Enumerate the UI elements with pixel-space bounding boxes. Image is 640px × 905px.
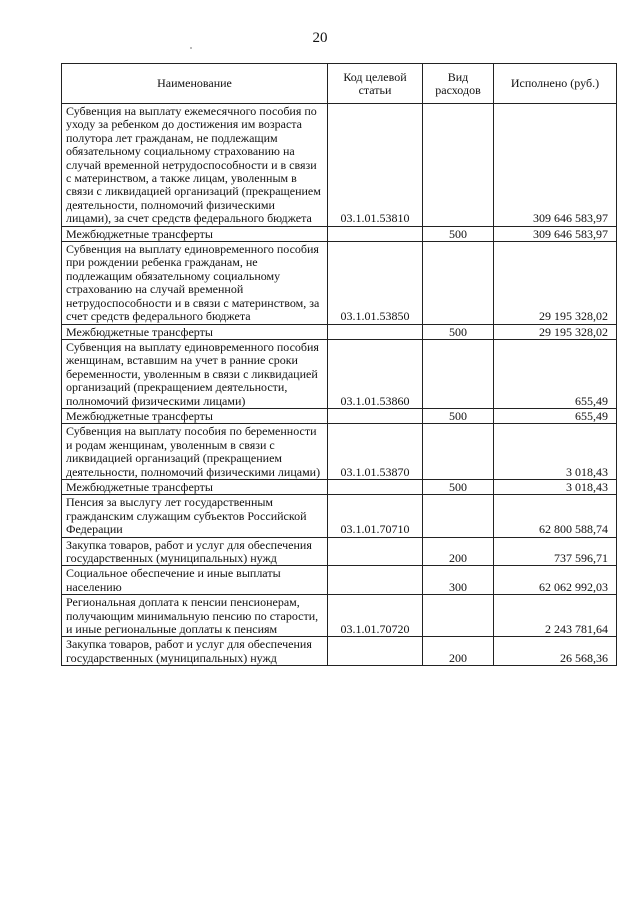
row-type <box>423 104 494 227</box>
table-row <box>62 242 617 324</box>
table-row <box>62 104 617 227</box>
row-code <box>328 566 423 595</box>
row-sum: 655,49 <box>494 339 617 408</box>
row-code: 03.1.01.70720 <box>328 595 423 637</box>
row-code: 03.1.01.70710 <box>328 495 423 537</box>
row-code: 03.1.01.53860 <box>328 339 423 408</box>
row-sum: 26 568,36 <box>494 637 617 666</box>
row-sum: 655,49 <box>494 408 617 423</box>
table-row <box>62 479 617 494</box>
row-name: Социальное обеспечение и иные выплаты населению <box>62 566 328 595</box>
row-type: 500 <box>423 408 494 423</box>
row-name: Субвенция на выплату единовременного пособия женщинам, вставшим на учет в ранние сроки беременности, уволенным в связи с ликвидацией организаций (прекращением деятельности, полномочий физическими лицами) <box>62 339 328 408</box>
row-sum: 737 596,71 <box>494 537 617 566</box>
row-type: 200 <box>423 537 494 566</box>
row-sum: 3 018,43 <box>494 479 617 494</box>
row-sum: 29 195 328,02 <box>494 242 617 324</box>
header-sum: Исполнено (руб.) <box>494 64 617 104</box>
row-sum: 2 243 781,64 <box>494 595 617 637</box>
row-name: Закупка товаров, работ и услуг для обеспечения государственных (муниципальных) нужд <box>62 637 328 666</box>
table-row <box>62 226 617 241</box>
budget-table <box>61 63 617 666</box>
row-name: Межбюджетные трансферты <box>62 479 328 494</box>
row-sum: 3 018,43 <box>494 424 617 480</box>
row-name: Межбюджетные трансферты <box>62 408 328 423</box>
row-sum: 29 195 328,02 <box>494 324 617 339</box>
table-row <box>62 495 617 537</box>
row-type: 500 <box>423 226 494 241</box>
scan-speck <box>190 47 192 49</box>
row-sum: 309 646 583,97 <box>494 104 617 227</box>
row-type: 300 <box>423 566 494 595</box>
row-type <box>423 495 494 537</box>
row-type <box>423 424 494 480</box>
row-code <box>328 479 423 494</box>
table-row <box>62 408 617 423</box>
row-type <box>423 339 494 408</box>
table-row <box>62 595 617 637</box>
table-header-row <box>62 64 617 104</box>
table-row <box>62 339 617 408</box>
row-code: 03.1.01.53850 <box>328 242 423 324</box>
table-row <box>62 566 617 595</box>
row-name: Региональная доплата к пенсии пенсионерам, получающим минимальную пенсию по старости, и иные региональные доплаты к пенсиям <box>62 595 328 637</box>
row-name: Субвенция на выплату пособия по беременности и родам женщинам, уволенным в связи с ликвидацией организаций (прекращением деятельности, полномочий физическими лицами) <box>62 424 328 480</box>
row-code <box>328 226 423 241</box>
row-sum: 309 646 583,97 <box>494 226 617 241</box>
table-row <box>62 424 617 480</box>
row-sum: 62 062 992,03 <box>494 566 617 595</box>
row-name: Межбюджетные трансферты <box>62 226 328 241</box>
row-name: Закупка товаров, работ и услуг для обеспечения государственных (муниципальных) нужд <box>62 537 328 566</box>
table-row <box>62 537 617 566</box>
page-number: 20 <box>312 30 328 46</box>
row-name: Субвенция на выплату единовременного пособия при рождении ребенка гражданам, не подлежащим обязательному социальному страхованию на случай временной нетрудоспособности и в связи с материнством, за счет средств федерального бюджета <box>62 242 328 324</box>
header-code: Код целевой статьи <box>328 64 423 104</box>
row-code <box>328 637 423 666</box>
header-name: Наименование <box>62 64 328 104</box>
row-code <box>328 537 423 566</box>
row-code <box>328 324 423 339</box>
row-type <box>423 595 494 637</box>
row-code: 03.1.01.53810 <box>328 104 423 227</box>
table-row <box>62 637 617 666</box>
row-type: 500 <box>423 479 494 494</box>
row-code: 03.1.01.53870 <box>328 424 423 480</box>
row-type: 200 <box>423 637 494 666</box>
header-type: Вид расходов <box>423 64 494 104</box>
row-type: 500 <box>423 324 494 339</box>
table-row <box>62 324 617 339</box>
row-sum: 62 800 588,74 <box>494 495 617 537</box>
row-name: Субвенция на выплату ежемесячного пособия по уходу за ребенком до достижения им возраста полутора лет гражданам, не подлежащим обязательному социальному страхованию на случай временной нетрудоспособности и в связи с материнством, а также лицам, уволенным в связи с ликвидацией организаций (прекращением деятельности, полномочий физическими лицами), за счет средств федерального бюджета <box>62 104 328 227</box>
row-type <box>423 242 494 324</box>
row-name: Пенсия за выслугу лет государственным гражданским служащим субъектов Российской Федерации <box>62 495 328 537</box>
row-code <box>328 408 423 423</box>
row-name: Межбюджетные трансферты <box>62 324 328 339</box>
